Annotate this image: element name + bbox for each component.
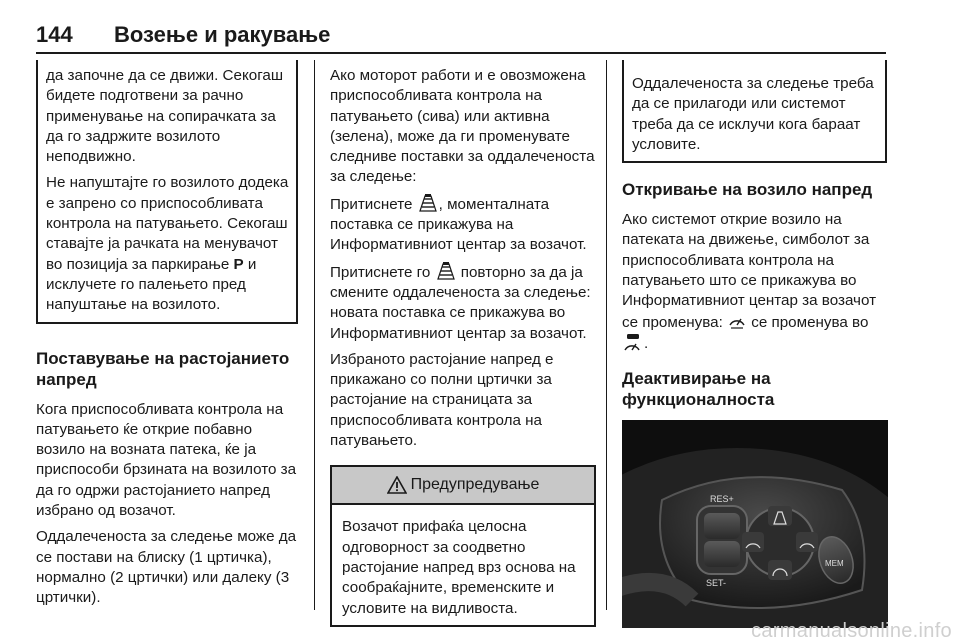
paragraph: Избраното растојание напред е прикажано со полни цртички за растојание на страницата за приспособливата контрола на патувањето. <box>330 350 554 450</box>
box-paragraph: Оддалеченоста за следење треба да се прилагоди или системот треба да се исклучи кога бараат условите. <box>632 75 874 153</box>
paragraph <box>622 210 887 354</box>
section-heading: Откривање на возило напред <box>622 180 873 200</box>
paragraph: Ако моторот работи и е овозможена приспособливата контрола на патувањето (сива) или активна (зелена), може да ги променувате следниве поставки за оддалеченоста за следење: <box>330 67 595 186</box>
column-1 <box>36 60 298 615</box>
park-position-label: P <box>233 255 244 273</box>
box-paragraph: да започне да се движи. Секогаш бидете подготвени за рачно применување на сопирачката за да го задржите возилото неподвижно. <box>46 67 284 166</box>
paragraph: Оддалеченоста за следење може да се постави на блиску (1 цртичка), нормално (2 цртички) или далеку (3 цртички). <box>36 528 297 607</box>
paragraph: Кога приспособливата контрола на патувањето ќе открие побавно возило на возната патека, ќе ја приспособи брзината на возилото за да го одржи растојанието напред избрано од возачот. <box>36 400 297 520</box>
text-span: се променува во <box>747 313 869 331</box>
watermark: carmanualsonline.info <box>751 620 952 642</box>
warning-body <box>332 505 594 624</box>
warning-box <box>330 465 596 626</box>
following-distance-icon <box>435 262 457 280</box>
warning-header <box>332 467 594 505</box>
text-span: Ако системот открие возило на патеката на движење, симболот за приспособливата контрола на патувањето што се прикажува во Информативниот центар за возачот се променува: <box>622 211 877 331</box>
warning-text: Возачот прифаќа целосна одговорност за соодветно растојание напред врз основа на сообраќајните, временските и условите на видливоста. <box>342 518 576 617</box>
warning-continued-box <box>36 60 298 324</box>
steering-wheel-controls-image <box>622 420 888 628</box>
column-3 <box>622 60 887 628</box>
text-span: Не напуштајте го возилото додека е запрено со приспособливата контрола на патувањето. Секогаш ставајте ја рачката на менувачот во позиција за паркирање <box>46 174 289 273</box>
following-distance-icon <box>417 194 439 212</box>
res-label: RES+ <box>710 494 734 505</box>
vehicle-ahead-icon <box>622 333 644 351</box>
steering-wheel-illustration <box>622 420 888 628</box>
box-paragraph <box>46 173 290 315</box>
set-label: SET- <box>706 578 727 589</box>
paragraph <box>330 262 596 344</box>
text-span: повторно за да ја смените оддалеченоста за следење: новата поставка се прикажува во Информативниот центар за возачот. <box>330 263 591 342</box>
column-divider <box>606 60 607 610</box>
text-span: Притиснете го <box>330 263 435 281</box>
column-2 <box>330 66 596 627</box>
mem-label: MEM <box>825 559 844 569</box>
chapter-title: Возење и ракување <box>114 22 331 47</box>
page-header <box>36 22 886 54</box>
cruise-control-icon <box>727 312 747 330</box>
section-heading: Поставување на растојанието напред <box>36 348 290 389</box>
page-number: 144 <box>36 22 73 47</box>
text-span: . <box>644 334 649 352</box>
section-heading: Деактивирање на функционалноста <box>622 369 775 410</box>
column-divider <box>314 60 315 610</box>
text-span: и исклучете го палењето пред напуштање на возилото. <box>46 255 257 314</box>
warning-title: Предупредување <box>410 476 540 494</box>
paragraph <box>330 194 596 256</box>
note-box <box>622 60 887 163</box>
text-span: , моменталната поставка се прикажува на Информативниот центар за возачот. <box>330 195 587 254</box>
warning-triangle-icon <box>387 476 407 494</box>
text-span: Притиснете <box>330 195 417 213</box>
